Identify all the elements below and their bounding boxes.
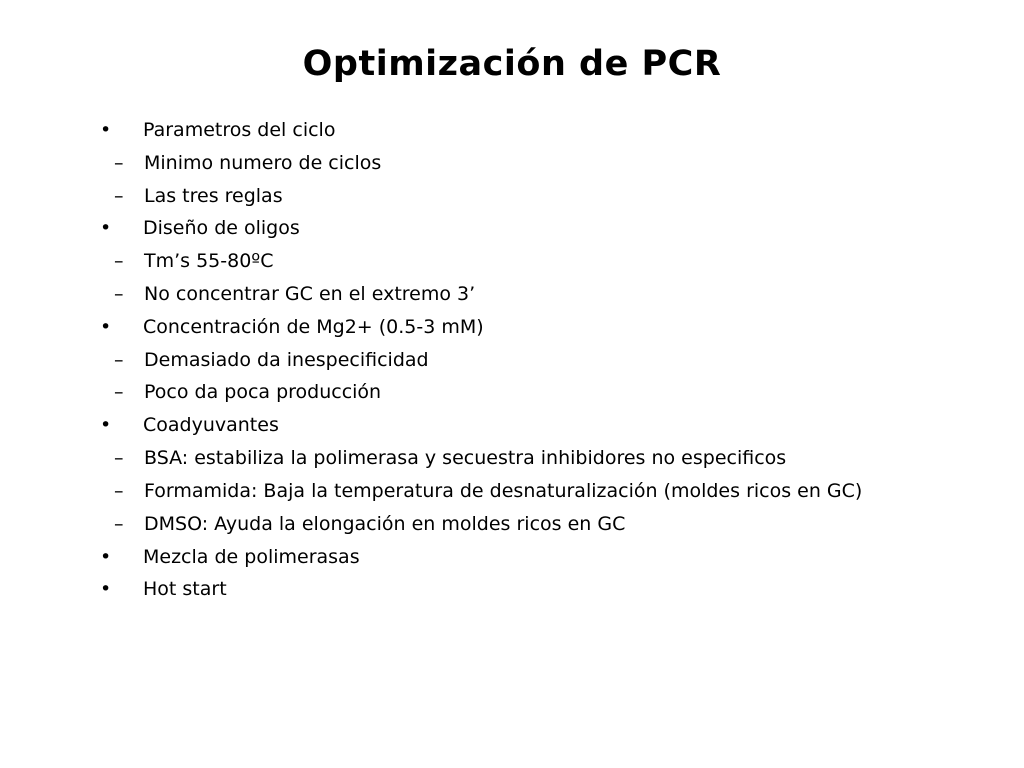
bullet-marker: • (100, 414, 112, 437)
bullet-list (100, 114, 960, 606)
bullet-marker: • (100, 578, 112, 601)
sub-bullet-text: BSA: estabiliza la polimerasa y secuestra inhibidores no especificos (144, 446, 787, 469)
sub-bullet-item (100, 376, 960, 409)
sub-bullet-text: Las tres reglas (144, 184, 283, 207)
bullet-marker: • (100, 217, 112, 240)
bullet-text: Concentración de Mg2+ (0.5-3 mM) (143, 315, 484, 338)
sub-bullet-item (100, 344, 960, 377)
bullet-item (100, 409, 960, 442)
bullet-marker: • (100, 315, 112, 338)
sub-bullet-text: Tm’s 55-80ºC (144, 250, 274, 273)
sub-bullet-text: No concentrar GC en el extremo 3’ (144, 282, 476, 305)
sub-bullet-text: Poco da poca producción (144, 381, 382, 404)
sub-bullet-text: Formamida: Baja la temperatura de desnaturalización (moldes ricos en GC) (144, 479, 863, 502)
bullet-item (100, 212, 960, 245)
bullet-text: Diseño de oligos (143, 217, 300, 240)
sub-bullet-marker: – (114, 151, 124, 174)
sub-bullet-marker: – (114, 381, 124, 404)
bullet-item (100, 541, 960, 574)
bullet-item (100, 311, 960, 344)
sub-bullet-text: Demasiado da inespecificidad (144, 348, 429, 371)
sub-bullet-marker: – (114, 446, 124, 469)
sub-bullet-item (100, 147, 960, 180)
sub-bullet-item (100, 245, 960, 278)
sub-bullet-marker: – (114, 479, 124, 502)
sub-bullet-marker: – (114, 184, 124, 207)
bullet-text: Coadyuvantes (143, 414, 279, 437)
sub-bullet-item (100, 475, 960, 508)
sub-bullet-item (100, 442, 960, 475)
sub-bullet-marker: – (114, 250, 124, 273)
bullet-marker: • (100, 119, 112, 141)
bullet-item (100, 573, 960, 606)
sub-bullet-item (100, 180, 960, 213)
sub-bullet-text: Minimo numero de ciclos (144, 151, 382, 174)
bullet-text: Parametros del ciclo (143, 119, 336, 141)
sub-bullet-marker: – (114, 512, 124, 535)
bullet-text: Hot start (143, 578, 227, 601)
sub-bullet-marker: – (114, 282, 124, 305)
bullet-marker: • (100, 545, 112, 568)
bullet-text: Mezcla de polimerasas (143, 545, 360, 568)
slide-title: Optimización de PCR (302, 44, 722, 84)
bullet-item (100, 114, 960, 147)
sub-bullet-item (100, 278, 960, 311)
sub-bullet-text: DMSO: Ayuda la elongación en moldes ricos en GC (144, 512, 626, 535)
sub-bullet-item (100, 508, 960, 541)
sub-bullet-marker: – (114, 348, 124, 371)
